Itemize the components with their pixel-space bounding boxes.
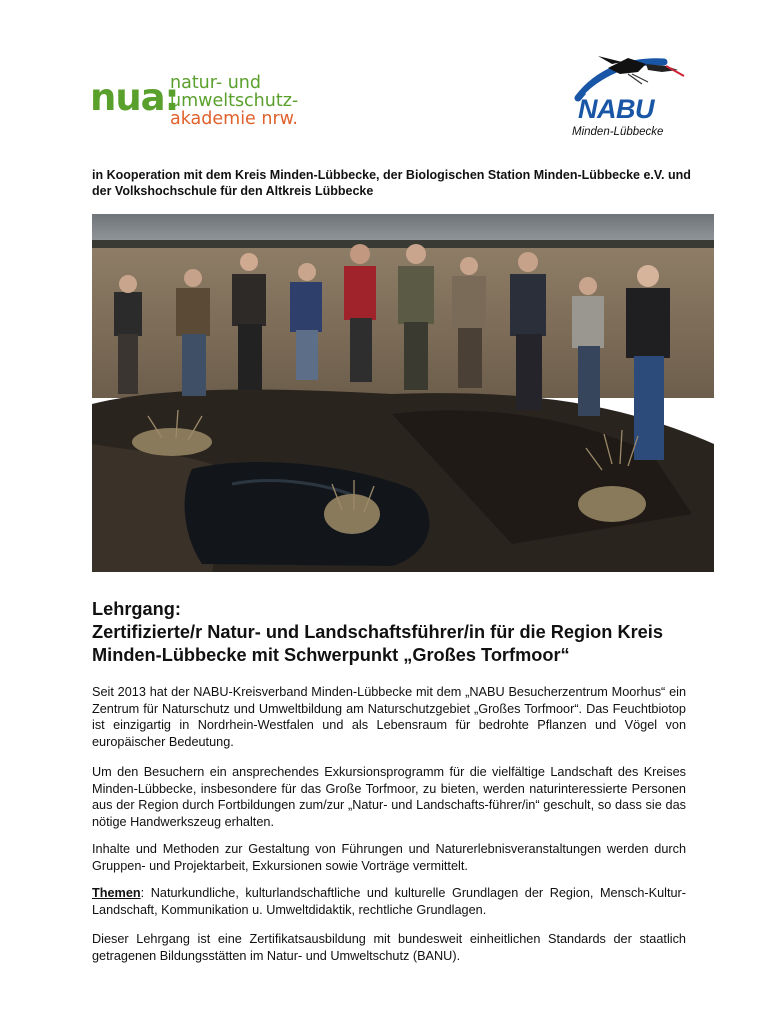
paragraph-program: Um den Besuchern ein ansprechendes Exkursionsprogramm für die vielfältige Landschaft des Kreises Minden-Lübbecke, insbesondere für das Große Torfmoor, zu bieten, werden naturinteressierte Personen aus der Region durch Fortbildungen zum/zur „Natur- und Landschafts-führer/in“ geschult, so dass sie das nötige Handwerkszeug erhalten.	[92, 765, 686, 829]
nabu-wordmark: NABU	[578, 94, 654, 124]
paragraph-methods: Inhalte und Methoden zur Gestaltung von Führungen und Naturerlebnisveranstaltungen werden durch Gruppen- und Projektarbeit, Exkursionen sowie Vorträge vermittelt.	[92, 842, 686, 873]
nabu-logo	[568, 54, 692, 144]
nua-logo-line3: akademie nrw.	[170, 109, 298, 129]
nua-logo-line2: umweltschutz-	[170, 91, 299, 111]
paragraph-intro: Seit 2013 hat der NABU-Kreisverband Minden-Lübbecke mit dem „NABU Besucherzentrum Moorhus“ ein Zentrum für Naturschutz und Umweltbildung am Naturschutzgebiet „Großes Torfmoor“. Das Feuchtbiotop ist einzigartig in Nordrhein-Westfalen und als Lebensraum für bedrohte Pflanzen und Vögel von europäischer Bedeutung.	[92, 685, 686, 749]
group-photo-moor	[92, 214, 714, 572]
course-heading-line3: Minden-Lübbecke mit Schwerpunkt „Großes Torfmoor“	[92, 645, 570, 665]
group-photo	[92, 214, 714, 572]
nua-logo-line1: natur- und	[170, 73, 262, 93]
cooperation-note: in Kooperation mit dem Kreis Minden-Lübbecke, der Biologischen Station Minden-Lübbecke e.V. und der Volkshochschule für den Altkreis Lübbecke	[92, 168, 691, 198]
topics-label: Themen	[92, 886, 141, 900]
course-heading-line1: Lehrgang:	[92, 599, 181, 619]
nabu-subtitle: Minden-Lübbecke	[572, 126, 664, 138]
topics-text: : Naturkundliche, kulturlandschaftliche und kulturelle Grundlagen der Region, Mensch-Kultur-Landschaft, Kommunikation u. Umweltdidaktik, rechtliche Grundlagen.	[92, 886, 686, 917]
course-heading	[92, 598, 732, 667]
paragraph-topics	[92, 885, 686, 918]
nua-logo-text	[170, 74, 298, 128]
nua-logo-mark: nua:	[90, 76, 179, 119]
course-heading-line2: Zertifizierte/r Natur- und Landschaftsführer/in für die Region Kreis	[92, 622, 663, 642]
paragraph-certificate: Dieser Lehrgang ist eine Zertifikatsausbildung mit bundesweit einheitlichen Standards der staatlich getragenen Bildungsstätten im Natur- und Umweltschutz (BANU).	[92, 932, 686, 963]
